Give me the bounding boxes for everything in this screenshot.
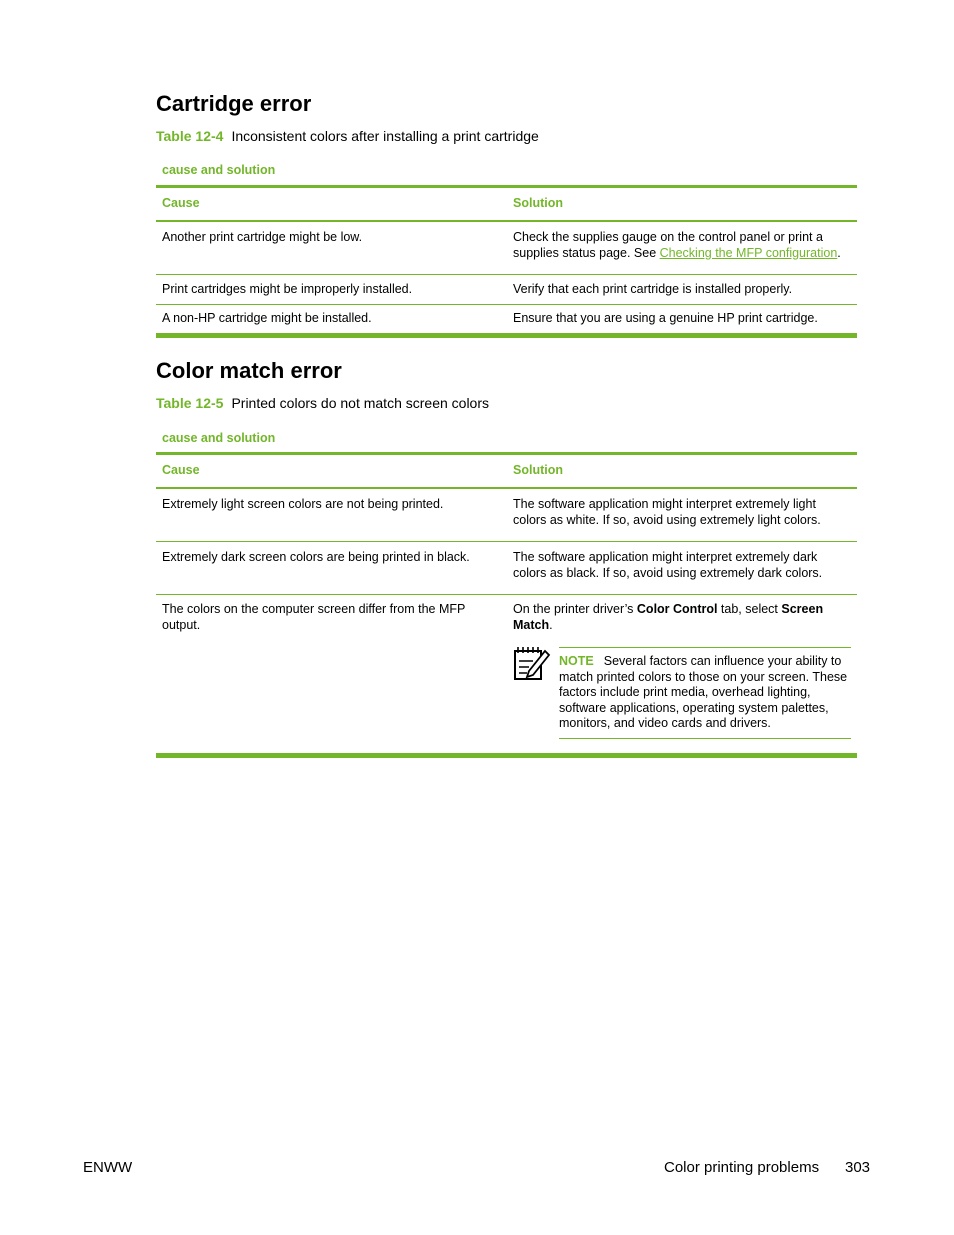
table-number: Table 12-4 xyxy=(156,128,224,144)
page-number: 303 xyxy=(845,1159,871,1176)
solution-cell: The software application might interpret extremely dark colors as black. If so, avoid using extremely dark colors. xyxy=(513,550,823,580)
color-match-error-table xyxy=(156,452,857,758)
table-caption-text: Inconsistent colors after installing a print cartridge xyxy=(231,128,539,144)
solution-cell: Verify that each print cartridge is installed properly. xyxy=(513,281,793,296)
header-solution: Solution xyxy=(513,196,563,211)
solution-text-part: . xyxy=(549,617,553,632)
table-row xyxy=(156,275,857,305)
header-solution: Solution xyxy=(513,463,563,478)
table-caption-text: Printed colors do not match screen colors xyxy=(231,395,490,411)
table-row xyxy=(156,595,857,753)
solution-text-end: . xyxy=(837,245,841,260)
table-header-row xyxy=(156,188,857,222)
cartridge-error-table xyxy=(156,185,857,338)
screen-match-option-name: Screen Match xyxy=(513,602,824,632)
cause-cell: Extremely dark screen colors are being printed in black. xyxy=(162,550,470,564)
cause-cell: A non-HP cartridge might be installed. xyxy=(162,311,372,326)
table-header-row xyxy=(156,455,857,489)
note-text: Several factors can influence your ability to match printed colors to those on your screen. These factors include print media, overhead lighting, software applications, operating system palettes, monitors, and video cards and drivers. xyxy=(559,654,848,730)
table-caption-12-4 xyxy=(156,128,539,144)
table-label: cause and solution xyxy=(162,163,276,177)
table-row xyxy=(156,222,857,275)
solution-text xyxy=(513,602,851,633)
solution-cell: Ensure that you are using a genuine HP print cartridge. xyxy=(513,311,818,326)
note-box xyxy=(559,647,851,739)
footer-section-name: Color printing problems xyxy=(664,1159,820,1176)
table-row xyxy=(156,542,857,595)
table-label: cause and solution xyxy=(162,431,276,445)
table-row xyxy=(156,305,857,333)
section-title-cartridge-error: Cartridge error xyxy=(156,91,312,116)
solution-text-part: tab, select xyxy=(717,602,782,616)
solution-text-part: On the printer driver’s xyxy=(513,602,637,616)
cause-cell: Print cartridges might be improperly installed. xyxy=(162,281,413,296)
cause-cell: The colors on the computer screen differ from the MFP output. xyxy=(162,602,466,632)
solution-cell xyxy=(507,230,857,274)
note-label: NOTE xyxy=(559,654,594,668)
table-number: Table 12-5 xyxy=(156,395,224,411)
note-block xyxy=(513,647,851,739)
table-caption-12-5 xyxy=(156,395,489,411)
checking-mfp-configuration-link[interactable]: Checking the MFP configuration xyxy=(659,245,838,260)
header-cause: Cause xyxy=(162,196,200,211)
header-cause: Cause xyxy=(162,463,200,478)
cause-cell: Another print cartridge might be low. xyxy=(162,230,363,244)
cause-cell: Extremely light screen colors are not being printed. xyxy=(162,497,444,511)
note-pad-icon xyxy=(513,645,559,685)
table-row xyxy=(156,489,857,542)
solution-text: Check the supplies gauge on the control panel or print a supplies status page. See xyxy=(513,230,823,260)
section-title-color-match-error: Color match error xyxy=(156,358,342,383)
color-control-tab-name: Color Control xyxy=(636,602,718,616)
solution-cell xyxy=(507,602,857,753)
solution-cell: The software application might interpret extremely light colors as white. If so, avoid using extremely light colors. xyxy=(513,497,821,527)
footer-left: ENWW xyxy=(83,1159,133,1176)
